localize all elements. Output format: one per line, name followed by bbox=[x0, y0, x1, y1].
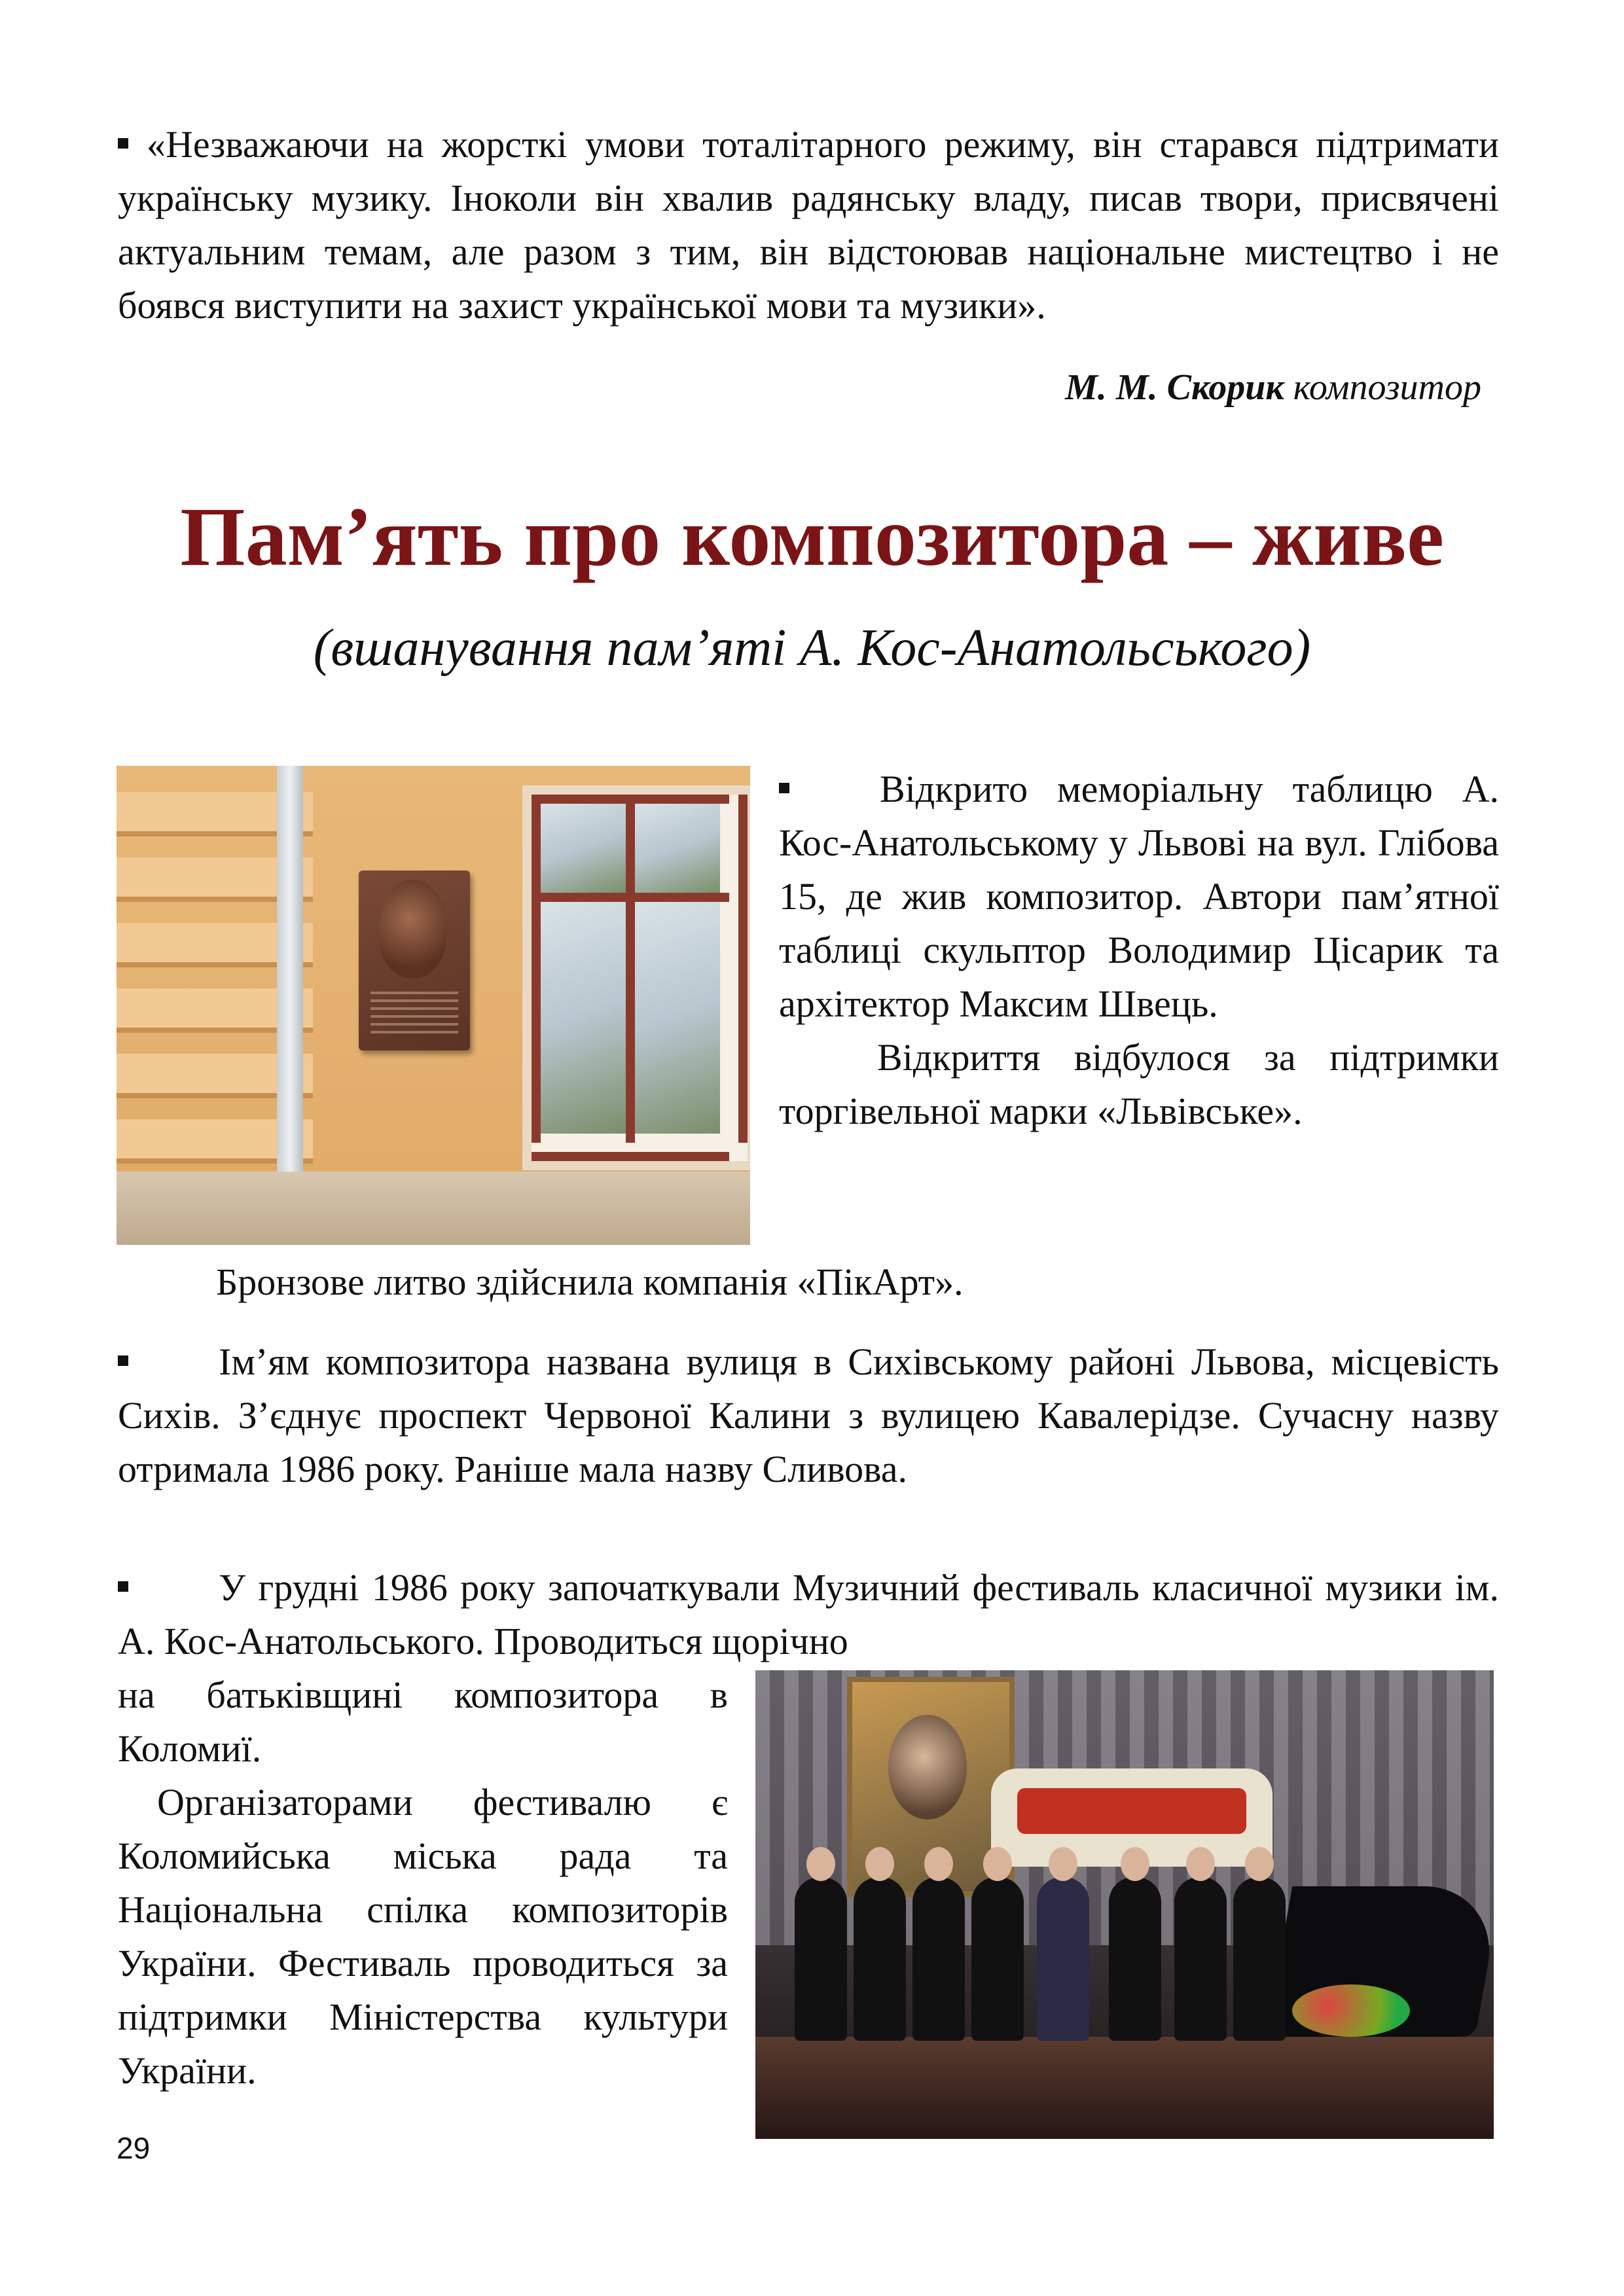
plaque-paragraph-3: Бронзове литво здійснила компанія «ПікАрт». bbox=[216, 1261, 964, 1303]
bullet-icon bbox=[118, 1355, 128, 1366]
quote-author-name: М. М. Скорик bbox=[1065, 367, 1284, 408]
plaque-paragraph-1: Відкрито меморіальну таблицю А. Кос-Анатольському у Львові на вул. Глібова 15, де жив композитор. Автори пам’ятної таблиці скульптор Володимир Цісарик та архітектор Максим Швець. bbox=[779, 768, 1499, 1025]
page-number: 29 bbox=[117, 2131, 151, 2165]
plaque-description bbox=[779, 762, 1499, 1138]
festival-intro: У грудні 1986 року започаткували Музичний фестиваль класичної музики ім. А. Кос-Анатольського. Проводиться щорічно bbox=[118, 1566, 1499, 1662]
festival-organizers: Організаторами фестивалю є Коломийська міська рада та Національна спілка композиторів України. Фестиваль проводиться за підтримки Міністерства культури України. bbox=[118, 1781, 728, 2092]
bullet-icon bbox=[779, 783, 789, 793]
quote-text: «Незважаючи на жорсткі умови тоталітарного режиму, він старався підтримати українську музику. Іноколи він хвалив радянську владу, писав твори, присвячені актуальним темам, але разом з тим, він відстоював національне мистецтво і не боявся виступити на захист української мови та музики». bbox=[118, 123, 1499, 327]
plaque-paragraph-2: Відкриття відбулося за підтримки торгівельної марки «Львівське». bbox=[779, 1036, 1499, 1132]
festival-concert-photo bbox=[755, 1670, 1494, 2139]
memorial-plaque bbox=[359, 870, 470, 1050]
quote-author-role: композитор bbox=[1293, 367, 1481, 408]
festival-details bbox=[118, 1668, 728, 2098]
bullet-icon bbox=[118, 138, 128, 149]
page-subtitle: (вшанування пам’яті А. Кос-Анатольського) bbox=[313, 619, 1311, 677]
street-text: Ім’ям композитора названа вулиця в Сихівському районі Львова, місцевість Сихів. З’єднує проспект Червоної Калини з вулицею Кавалерідзе. Сучасну назву отримала 1986 року. Раніше мала назву Сливова. bbox=[118, 1340, 1499, 1490]
bullet-icon bbox=[118, 1581, 128, 1592]
memorial-plaque-photo bbox=[117, 766, 750, 1245]
street-paragraph bbox=[118, 1335, 1499, 1496]
quote-author bbox=[1065, 367, 1481, 408]
festival-intro-continued: на батьківщині композитора в Коломиї. bbox=[118, 1674, 728, 1770]
page-title: Пам’ять про композитора – живе bbox=[180, 490, 1444, 583]
festival-paragraph bbox=[118, 1561, 1499, 1668]
quote-paragraph bbox=[118, 118, 1499, 332]
